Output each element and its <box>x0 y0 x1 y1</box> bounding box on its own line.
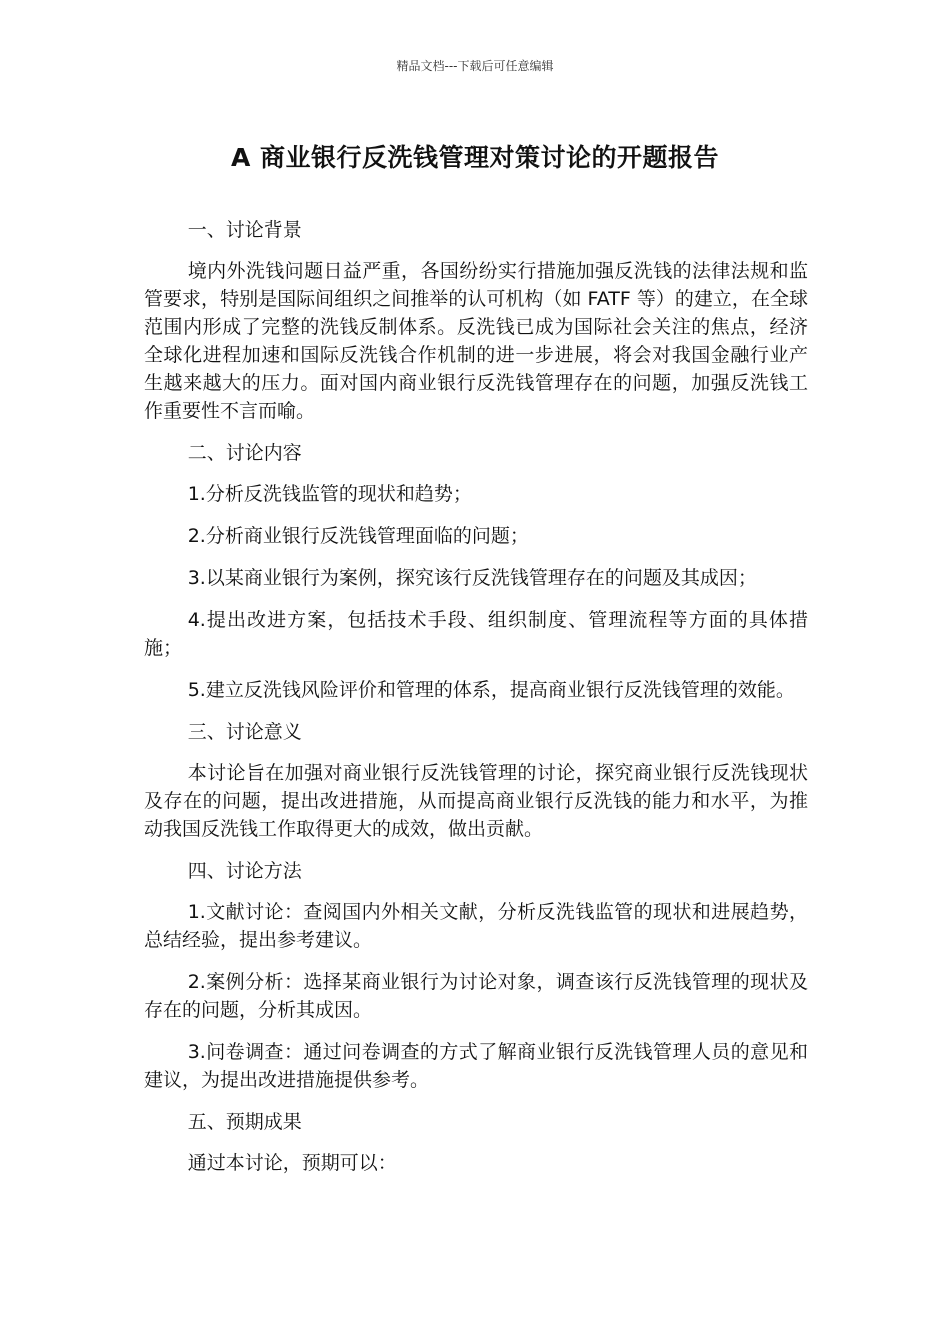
content-item-3: 3.以某商业银行为案例，探究该行反洗钱管理存在的问题及其成因； <box>187 567 757 589</box>
content-item-1: 1.分析反洗钱监管的现状和趋势； <box>187 483 472 505</box>
document-title: A 商业银行反洗钱管理对策讨论的开题报告 <box>230 143 720 172</box>
content-item-2: 2.分析商业银行反洗钱管理面临的问题； <box>187 525 529 547</box>
section-heading-background: 一、讨论背景 <box>187 219 302 241</box>
method-item-3: 3.问卷调查：通过问卷调查的方式了解商业银行反洗钱管理人员的意见和建议，为提出改进措施提供参考。 <box>144 1041 808 1091</box>
method-item-1: 1.文献讨论：查阅国内外相关文献，分析反洗钱监管的现状和进展趋势，总结经验，提出参考建议。 <box>144 901 808 951</box>
section-heading-methods: 四、讨论方法 <box>187 860 302 882</box>
significance-paragraph: 本讨论旨在加强对商业银行反洗钱管理的讨论，探究商业银行反洗钱现状及存在的问题，提出改进措施，从而提高商业银行反洗钱的能力和水平，为推动我国反洗钱工作取得更大的成效，做出贡献。 <box>144 762 808 840</box>
content-item-5: 5.建立反洗钱风险评价和管理的体系，提高商业银行反洗钱管理的效能。 <box>187 679 795 701</box>
section-heading-expected-results: 五、预期成果 <box>187 1111 302 1133</box>
page-header-note: 精品文档---下载后可任意编辑 <box>396 59 554 73</box>
document-body <box>144 216 808 1191</box>
section-heading-significance: 三、讨论意义 <box>187 721 302 743</box>
background-paragraph: 境内外洗钱问题日益严重，各国纷纷实行措施加强反洗钱的法律法规和监管要求，特别是国际间组织之间推举的认可机构（如 FATF 等）的建立，在全球范围内形成了完整的洗钱反制体系。反洗钱已成为国际社会关注的焦点，经济全球化进程加速和国际反洗钱合作机制的进一步进展，将会对我国金融行业产生越来越大的压力。面对国内商业银行反洗钱管理存在的问题，加强反洗钱工作重要性不言而喻。 <box>144 260 808 422</box>
method-item-2: 2.案例分析：选择某商业银行为讨论对象，调查该行反洗钱管理的现状及存在的问题，分析其成因。 <box>144 971 808 1021</box>
section-heading-content: 二、讨论内容 <box>187 442 302 464</box>
content-item-4: 4.提出改进方案，包括技术手段、组织制度、管理流程等方面的具体措施； <box>144 609 808 659</box>
expected-results-paragraph: 通过本讨论，预期可以： <box>187 1152 397 1174</box>
